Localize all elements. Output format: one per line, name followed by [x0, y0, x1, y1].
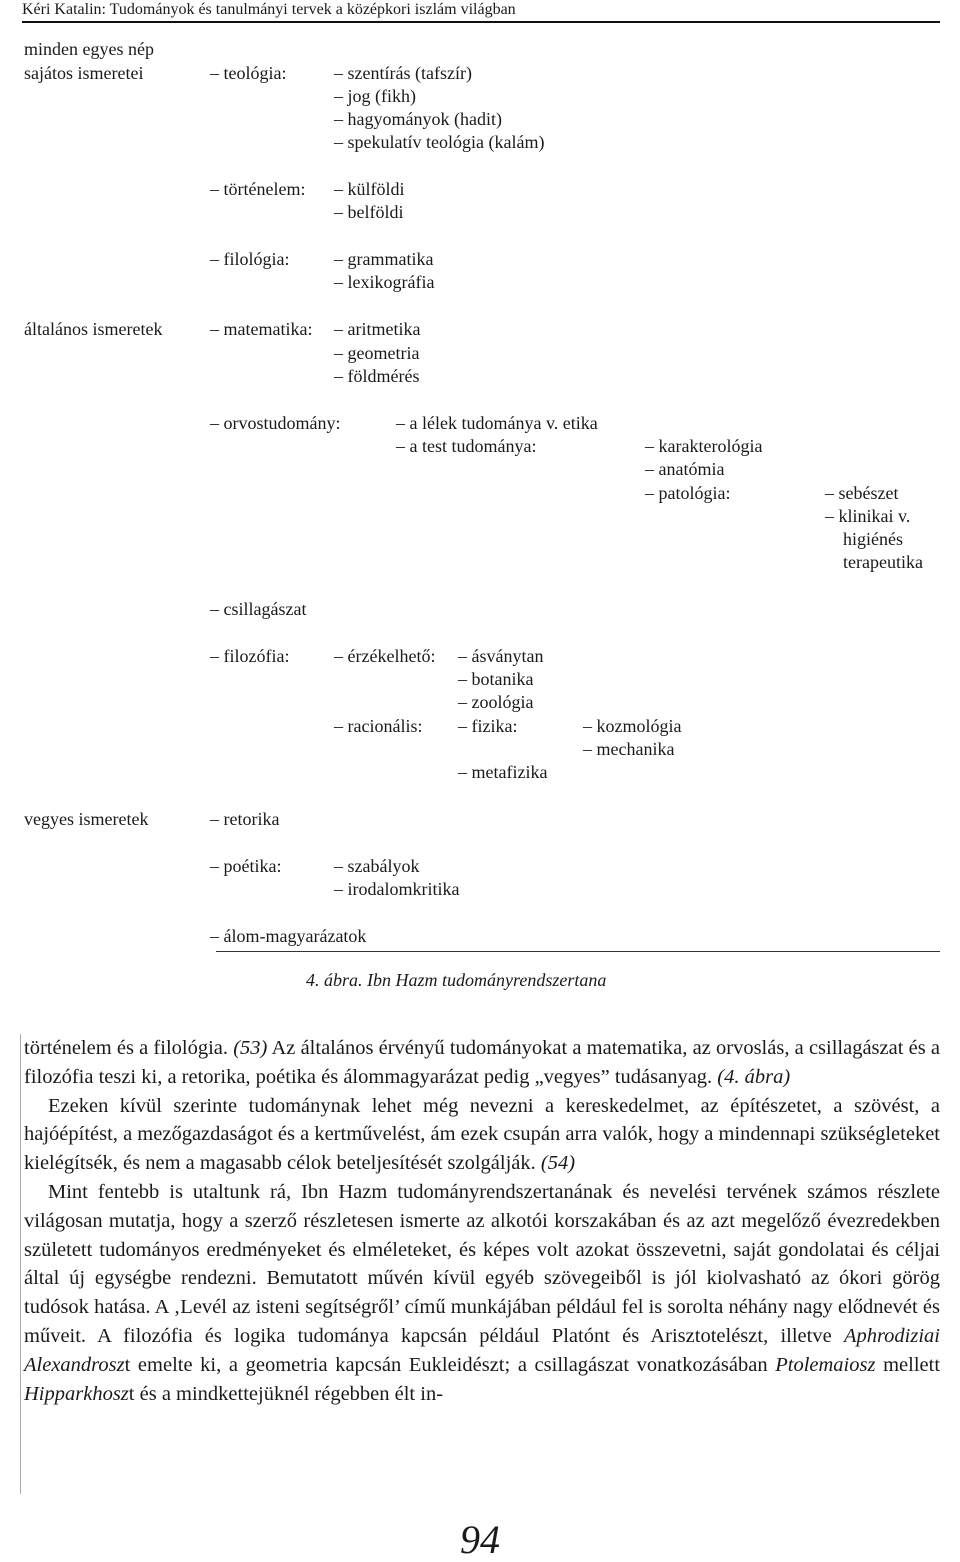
person-name: Aphrodiziai Alexandrosz	[24, 1324, 940, 1376]
text-run: Ezeken kívül szerinte tudománynak lehet még nevezni a kereskedelmet, az építészetet, a szövést, a hajóépítést, a mezőgazdaságot és a kertművelést, ám ezek csupán arra valók, hogy a mindennapi szükségleteket kielégítsék, és nem a magasabb célok beteljesítését szolgálják.	[24, 1094, 940, 1175]
diagram-node: – grammatika	[334, 249, 434, 269]
figure-reference: (4. ábra)	[717, 1065, 791, 1088]
diagram-node: – jog (fikh)	[334, 86, 416, 106]
diagram-node: – filológia:	[210, 249, 290, 269]
diagram-node: – fizika:	[458, 716, 518, 736]
text-run: Az általános érvényű tudományokat a matematika, az orvoslás, a csillagászat és a filozófia teszi ki, a retorika, poétika és álommagyarázat pedig „vegyes” tudásanyag.	[24, 1037, 941, 1088]
header-rule	[22, 21, 940, 23]
diagram-node: – mechanika	[583, 739, 675, 759]
diagram-node: – lexikográfia	[334, 272, 435, 292]
diagram-node: – belföldi	[334, 202, 404, 222]
figure-label: 4. ábra.	[306, 970, 363, 990]
diagram-node: – hagyományok (hadit)	[334, 109, 502, 129]
page-number: 94	[460, 1517, 500, 1562]
text-run: Mint fentebb is utaltunk rá, Ibn Hazm tudományrendszertanának és nevelési tervének számos részlete világosan mutatja, hogy a szerző részletesen ismerte az alkotói korszakában és az azt megelőző évezredekben született tudományos eredményeket és elméleteket, és képes volt azokat összevetni, saját gondolatai és céljai által új egységbe rendezni. Bemutatott művén kívül egyéb szövegeiből is jól kiolvasható az ókori görög tudósok hatása. A ‚Levél az isteni segítségről’ című munkájában például fel is sorolta néhány nagy elődnevét és műveit. A filozófia és logika tudománya kapcsán például Platónt és Arisztotelészt, illetve	[24, 1180, 940, 1347]
diagram-rule	[216, 951, 940, 952]
diagram-node: – poétika:	[210, 856, 282, 876]
diagram-node: – aritmetika	[334, 319, 421, 339]
diagram-node: terapeutika	[843, 552, 923, 572]
diagram-node: – a test tudománya:	[396, 436, 537, 456]
paragraph	[24, 1034, 940, 1092]
diagram-node: – racionális:	[334, 716, 423, 736]
diagram-node: általános ismeretek	[24, 319, 163, 339]
diagram-node: – szabályok	[334, 856, 420, 876]
diagram-node: – botanika	[458, 669, 534, 689]
diagram-node: – teológia:	[210, 63, 287, 83]
diagram-node: – álom-magyarázatok	[210, 926, 367, 946]
figure-title: Ibn Hazm tudományrendszertana	[367, 970, 607, 990]
diagram-node: – zoológia	[458, 692, 534, 712]
margin-line	[20, 1034, 21, 1494]
diagram-node: – anatómia	[645, 459, 725, 479]
person-name: Hipparkhosz	[24, 1382, 129, 1405]
reference-marker: (53)	[233, 1037, 268, 1059]
diagram-node: sajátos ismeretei	[24, 63, 144, 83]
diagram-node: – csillagászat	[210, 599, 307, 619]
diagram-node: – spekulatív teológia (kalám)	[334, 132, 545, 152]
paragraph	[24, 1178, 940, 1408]
person-name: Ptolemaiosz	[775, 1353, 876, 1376]
diagram-node: – orvostudomány:	[210, 413, 341, 433]
diagram-node: – ásványtan	[458, 646, 544, 666]
diagram-node: – geometria	[334, 343, 420, 363]
diagram-node: – sebészet	[825, 483, 899, 503]
diagram-node: – kozmológia	[583, 716, 682, 736]
diagram-node: – irodalomkritika	[334, 879, 460, 899]
diagram-node: – földmérés	[334, 366, 420, 386]
text-run: történelem és a filológia.	[24, 1037, 229, 1059]
reference-marker: (54)	[540, 1152, 576, 1175]
diagram-node: – matematika:	[210, 319, 313, 339]
running-header: Kéri Katalin: Tudományok és tanulmányi tervek a középkori iszlám világban	[22, 1, 516, 18]
diagram-node: – érzékelhető:	[334, 646, 436, 666]
diagram-node: – karakterológia	[645, 436, 763, 456]
diagram-node: minden egyes nép	[24, 39, 154, 59]
diagram-node: – klinikai v.	[825, 506, 911, 526]
figure-caption	[306, 970, 606, 991]
diagram-node: – történelem:	[210, 179, 306, 199]
body-text	[24, 1034, 940, 1408]
diagram-node: vegyes ismeretek	[24, 809, 149, 829]
text-run: t és a mindkettejüknél régebben élt in-	[128, 1382, 444, 1405]
paragraph	[24, 1092, 940, 1178]
diagram-node: – filozófia:	[210, 646, 290, 666]
diagram-node: – külföldi	[334, 179, 405, 199]
text-run: mellett	[883, 1353, 941, 1376]
diagram-node: higiénés	[843, 529, 903, 549]
text-run: t emelte ki, a geometria kapcsán Eukleidészt; a csillagászat vonatkozásában	[124, 1353, 768, 1376]
diagram-node: – szentírás (tafszír)	[334, 63, 472, 83]
diagram-node: – metafizika	[458, 762, 548, 782]
diagram-node: – retorika	[210, 809, 280, 829]
diagram-node: – a lélek tudománya v. etika	[396, 413, 598, 433]
diagram-node: – patológia:	[645, 483, 731, 503]
